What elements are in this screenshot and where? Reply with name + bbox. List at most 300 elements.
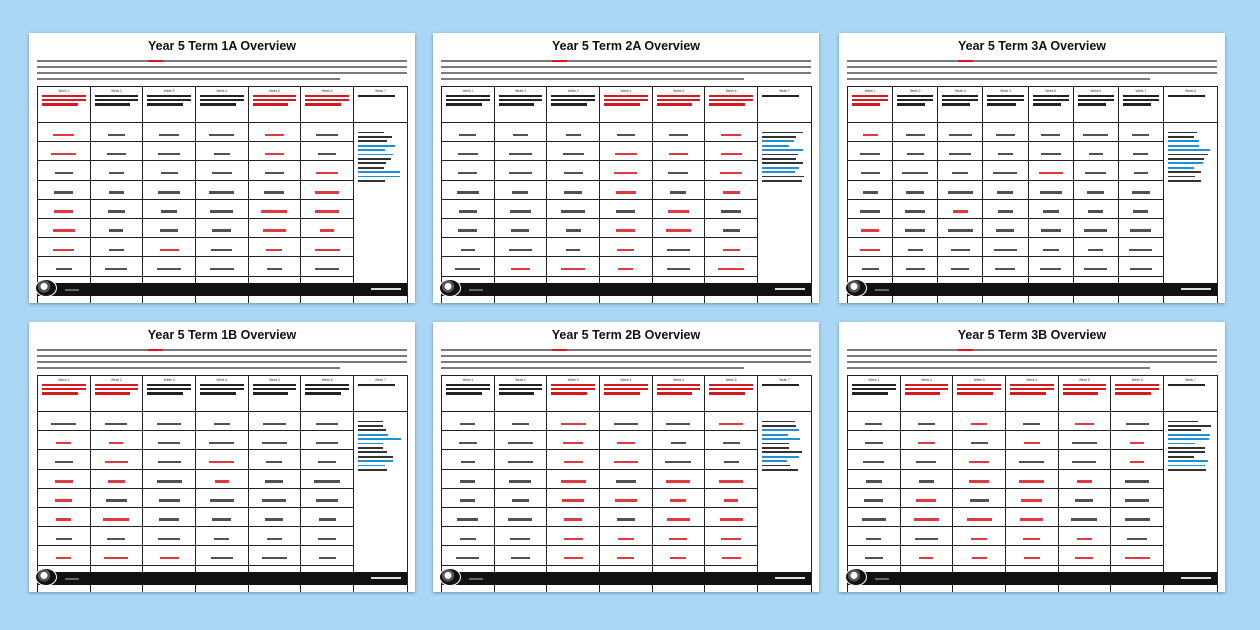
word-cell <box>1058 488 1111 507</box>
word-cell <box>953 527 1006 546</box>
spelling-word <box>55 172 73 175</box>
spelling-word <box>510 538 530 541</box>
footer-left-text <box>65 289 79 291</box>
spelling-word <box>1132 134 1149 137</box>
column-header <box>494 87 547 123</box>
word-cell <box>1028 199 1073 218</box>
table-row <box>38 161 408 180</box>
spelling-word <box>1019 480 1044 483</box>
week-label: Week 4 <box>216 378 228 382</box>
table-row <box>38 412 408 431</box>
spelling-word <box>318 461 336 464</box>
word-cell <box>705 469 758 488</box>
spelling-word <box>618 538 634 541</box>
review-notes <box>757 123 811 304</box>
word-cell <box>652 412 705 431</box>
word-cell <box>599 180 652 199</box>
week-label: Week 2 <box>111 378 122 382</box>
table-row <box>442 238 812 257</box>
spelling-word <box>865 423 882 426</box>
word-cell <box>301 488 354 507</box>
column-header <box>1163 87 1217 123</box>
word-cell <box>442 238 495 257</box>
word-cell <box>547 199 600 218</box>
word-cell <box>893 142 938 161</box>
spelling-word <box>109 249 124 252</box>
table-row <box>848 218 1218 237</box>
column-header <box>1058 376 1111 412</box>
spelling-word <box>1023 423 1040 426</box>
spelling-word <box>210 499 234 502</box>
word-cell <box>983 180 1028 199</box>
spelling-word <box>511 229 529 232</box>
word-cell <box>1111 450 1164 469</box>
word-cell <box>301 412 354 431</box>
footer-right-text <box>371 577 401 579</box>
spelling-word <box>1024 442 1040 445</box>
word-cell <box>248 546 301 565</box>
week-label: Week 6 <box>321 89 333 93</box>
spelling-word <box>614 461 638 464</box>
word-cell <box>301 507 354 526</box>
spelling-word <box>265 518 283 521</box>
table-row <box>442 431 812 450</box>
table-row <box>38 584 408 592</box>
column-header <box>494 376 547 412</box>
word-cell <box>143 507 196 526</box>
spelling-word <box>723 229 740 232</box>
word-cell <box>848 199 893 218</box>
word-cell <box>599 507 652 526</box>
word-cell <box>301 584 354 592</box>
word-cell <box>90 199 143 218</box>
column-header <box>353 87 407 123</box>
table-row <box>442 507 812 526</box>
spelling-word <box>1130 461 1144 464</box>
spelling-word <box>1043 210 1059 213</box>
spelling-word <box>1127 538 1147 541</box>
word-cell <box>1028 218 1073 237</box>
column-header <box>248 87 301 123</box>
word-cell <box>848 218 893 237</box>
word-cell <box>1073 218 1118 237</box>
word-cell <box>1028 142 1073 161</box>
word-cell <box>547 142 600 161</box>
spelling-word <box>562 499 584 502</box>
word-cell <box>938 238 983 257</box>
column-header <box>757 376 811 412</box>
spelling-word <box>1040 268 1061 271</box>
week-label: Week 6 <box>321 378 333 382</box>
spelling-word <box>561 423 586 426</box>
word-cell <box>848 123 893 142</box>
word-cell <box>90 469 143 488</box>
word-cell <box>38 546 91 565</box>
column-header <box>848 87 893 123</box>
word-cell <box>494 469 547 488</box>
word-cell <box>1005 431 1058 450</box>
spelling-table <box>37 86 408 303</box>
word-cell <box>652 180 705 199</box>
word-cell <box>547 488 600 507</box>
word-cell <box>1111 584 1164 592</box>
table-row <box>38 469 408 488</box>
column-header <box>143 87 196 123</box>
word-cell <box>1058 450 1111 469</box>
table-row <box>38 238 408 257</box>
column-header <box>248 376 301 412</box>
spelling-word <box>314 480 340 483</box>
word-cell <box>547 527 600 546</box>
table-row <box>442 161 812 180</box>
word-cell <box>1058 584 1111 592</box>
spelling-word <box>907 153 924 156</box>
word-cell <box>494 180 547 199</box>
word-cell <box>90 123 143 142</box>
word-cell <box>953 584 1006 592</box>
word-cell <box>494 238 547 257</box>
word-cell <box>705 238 758 257</box>
word-cell <box>547 295 600 303</box>
table-row <box>38 507 408 526</box>
table-row <box>38 142 408 161</box>
spelling-word <box>1125 499 1149 502</box>
word-cell <box>953 488 1006 507</box>
word-cell <box>301 469 354 488</box>
word-cell <box>1028 123 1073 142</box>
spelling-word <box>318 153 336 156</box>
word-cell <box>953 412 1006 431</box>
spelling-word <box>265 172 284 175</box>
spelling-word <box>953 210 968 213</box>
word-cell <box>599 527 652 546</box>
spelling-word <box>512 191 528 194</box>
word-cell <box>494 161 547 180</box>
spelling-word <box>511 268 530 271</box>
word-cell <box>442 161 495 180</box>
publisher-logo-icon <box>35 279 57 297</box>
spelling-word <box>666 423 690 426</box>
word-cell <box>195 180 248 199</box>
word-cell <box>143 257 196 276</box>
word-cell <box>442 199 495 218</box>
spelling-word <box>458 153 478 156</box>
spelling-word <box>561 480 586 483</box>
spelling-word <box>616 229 635 232</box>
word-cell <box>90 257 143 276</box>
word-cell <box>983 199 1028 218</box>
word-cell <box>143 584 196 592</box>
spelling-word <box>995 268 1015 271</box>
spelling-word <box>1132 191 1150 194</box>
spelling-word <box>970 499 989 502</box>
spelling-word <box>667 249 690 252</box>
word-cell <box>983 161 1028 180</box>
word-cell <box>442 142 495 161</box>
table-row <box>848 238 1218 257</box>
table-row <box>442 584 812 592</box>
word-cell <box>143 123 196 142</box>
spelling-word <box>103 518 129 521</box>
week-label: Week 1 <box>58 89 70 93</box>
spelling-word <box>1125 518 1150 521</box>
word-cell <box>248 199 301 218</box>
spelling-word <box>1072 461 1096 464</box>
spelling-word <box>723 249 740 252</box>
word-cell <box>1111 469 1164 488</box>
week-label: Week 3 <box>163 89 175 93</box>
spelling-word <box>318 538 336 541</box>
word-cell <box>893 257 938 276</box>
column-header <box>893 87 938 123</box>
week-label: Week 5 <box>1045 89 1056 93</box>
word-cell <box>599 218 652 237</box>
word-cell <box>652 142 705 161</box>
spelling-word <box>564 518 582 521</box>
word-cell <box>705 199 758 218</box>
word-cell <box>248 238 301 257</box>
spelling-word <box>993 172 1017 175</box>
spelling-word <box>461 249 475 252</box>
word-cell <box>599 546 652 565</box>
table-row <box>38 180 408 199</box>
spelling-word <box>948 191 973 194</box>
word-cell <box>547 238 600 257</box>
word-cell <box>599 450 652 469</box>
column-header <box>705 87 758 123</box>
word-cell <box>938 180 983 199</box>
spelling-word <box>667 518 690 521</box>
spelling-word <box>719 423 743 426</box>
word-cell <box>143 412 196 431</box>
word-cell <box>547 412 600 431</box>
week-label: Week 3 <box>567 378 579 382</box>
word-cell <box>705 257 758 276</box>
word-cell <box>705 123 758 142</box>
word-cell <box>900 527 953 546</box>
spelling-word <box>55 461 73 464</box>
spelling-word <box>718 268 744 271</box>
table-row <box>848 257 1218 276</box>
week-label: Week 5 <box>1079 378 1090 382</box>
spelling-word <box>105 268 127 271</box>
spelling-word <box>56 268 72 271</box>
word-cell <box>938 199 983 218</box>
word-cell <box>301 161 354 180</box>
sheet-title: Year 5 Term 3B Overview <box>957 328 1107 342</box>
column-header <box>1163 376 1217 412</box>
spelling-word <box>564 538 583 541</box>
column-header <box>547 87 600 123</box>
word-cell <box>90 488 143 507</box>
word-cell <box>195 527 248 546</box>
word-cell <box>248 507 301 526</box>
sheet-title: Year 5 Term 3A Overview <box>957 39 1106 53</box>
spelling-word <box>157 480 182 483</box>
table-row <box>442 546 812 565</box>
word-cell <box>938 161 983 180</box>
word-cell <box>248 450 301 469</box>
spelling-word <box>1085 172 1106 175</box>
word-cell <box>38 199 91 218</box>
spelling-word <box>157 423 181 426</box>
spelling-word <box>1087 191 1104 194</box>
spelling-word <box>618 268 633 271</box>
sheet-footer <box>441 572 811 585</box>
word-cell <box>90 412 143 431</box>
spelling-word <box>1039 172 1063 175</box>
word-cell <box>301 199 354 218</box>
word-cell <box>301 527 354 546</box>
review-notes <box>1163 412 1217 593</box>
column-header <box>301 376 354 412</box>
spelling-word <box>157 268 181 271</box>
sheet-footer <box>37 572 407 585</box>
word-cell <box>953 469 1006 488</box>
word-cell <box>442 431 495 450</box>
table-row <box>848 412 1218 431</box>
spelling-word <box>866 538 881 541</box>
week-label: Week 2 <box>921 378 932 382</box>
column-header <box>301 87 354 123</box>
spelling-word <box>1130 442 1144 445</box>
word-cell <box>301 546 354 565</box>
word-cell <box>938 218 983 237</box>
word-cell <box>442 412 495 431</box>
word-cell <box>442 469 495 488</box>
spelling-word <box>160 249 179 252</box>
table-row <box>848 584 1218 592</box>
column-header <box>1005 376 1058 412</box>
word-cell <box>652 488 705 507</box>
table-row <box>38 488 408 507</box>
spelling-word <box>720 518 743 521</box>
spelling-word <box>460 480 475 483</box>
word-cell <box>1118 295 1163 303</box>
word-cell <box>195 238 248 257</box>
word-cell <box>938 142 983 161</box>
spelling-word <box>56 518 71 521</box>
table-row <box>848 161 1218 180</box>
spelling-word <box>460 423 475 426</box>
spelling-word <box>316 172 338 175</box>
word-cell <box>494 412 547 431</box>
spelling-word <box>54 210 73 213</box>
word-cell <box>195 507 248 526</box>
word-cell <box>301 238 354 257</box>
spelling-word <box>615 153 637 156</box>
word-cell <box>90 527 143 546</box>
week-label: Week 4 <box>620 89 632 93</box>
word-cell <box>547 431 600 450</box>
spelling-word <box>949 134 972 137</box>
word-cell <box>38 527 91 546</box>
spelling-word <box>971 423 987 426</box>
overview-sheet-5 <box>433 322 819 592</box>
spelling-word <box>108 480 125 483</box>
column-header <box>938 87 983 123</box>
spelling-word <box>214 538 229 541</box>
word-cell <box>938 295 983 303</box>
word-cell <box>1111 431 1164 450</box>
spelling-word <box>1084 268 1107 271</box>
spelling-word <box>617 557 634 560</box>
word-cell <box>90 142 143 161</box>
spelling-word <box>51 153 76 156</box>
spelling-word <box>511 557 530 560</box>
word-cell <box>599 584 652 592</box>
word-cell <box>938 123 983 142</box>
week-label: Week 2 <box>515 378 526 382</box>
spelling-word <box>1020 518 1043 521</box>
spelling-word <box>210 210 233 213</box>
word-cell <box>1118 199 1163 218</box>
spelling-word <box>670 557 686 560</box>
week-label: Week 5 <box>269 378 280 382</box>
table-row <box>38 450 408 469</box>
word-cell <box>652 527 705 546</box>
column-header <box>848 376 901 412</box>
spelling-word <box>211 249 232 252</box>
footer-left-text <box>469 578 483 580</box>
spelling-word <box>951 268 969 271</box>
column-header <box>547 376 600 412</box>
table-row <box>442 123 812 142</box>
spelling-word <box>158 461 181 464</box>
spelling-word <box>1129 249 1152 252</box>
footer-right-text <box>1181 288 1211 290</box>
spelling-word <box>720 172 742 175</box>
spelling-word <box>109 229 123 232</box>
spelling-word <box>107 153 126 156</box>
week-label: Week 7 <box>375 89 386 93</box>
word-cell <box>848 238 893 257</box>
column-header <box>143 376 196 412</box>
spelling-word <box>721 210 741 213</box>
spelling-word <box>108 210 125 213</box>
word-cell <box>90 295 143 303</box>
week-label: Week 2 <box>111 89 122 93</box>
intro-text <box>839 53 1225 86</box>
spelling-word <box>971 442 988 445</box>
word-cell <box>248 161 301 180</box>
spelling-word <box>997 191 1013 194</box>
word-cell <box>1058 546 1111 565</box>
review-notes <box>353 412 407 593</box>
spelling-word <box>508 461 533 464</box>
spelling-word <box>267 268 282 271</box>
week-label: Week 7 <box>375 378 386 382</box>
word-cell <box>248 123 301 142</box>
spelling-word <box>617 442 635 445</box>
word-cell <box>547 450 600 469</box>
spelling-word <box>315 268 339 271</box>
table-row <box>848 450 1218 469</box>
spelling-word <box>1125 557 1150 560</box>
word-cell <box>442 123 495 142</box>
word-cell <box>195 257 248 276</box>
word-cell <box>893 295 938 303</box>
spelling-word <box>1041 229 1061 232</box>
word-cell <box>1058 469 1111 488</box>
week-label: Week 1 <box>58 378 70 382</box>
spelling-word <box>669 538 687 541</box>
spelling-word <box>564 461 583 464</box>
spelling-word <box>1075 499 1093 502</box>
word-cell <box>38 257 91 276</box>
spelling-word <box>315 249 340 252</box>
week-label: Week 8 <box>1185 89 1196 93</box>
